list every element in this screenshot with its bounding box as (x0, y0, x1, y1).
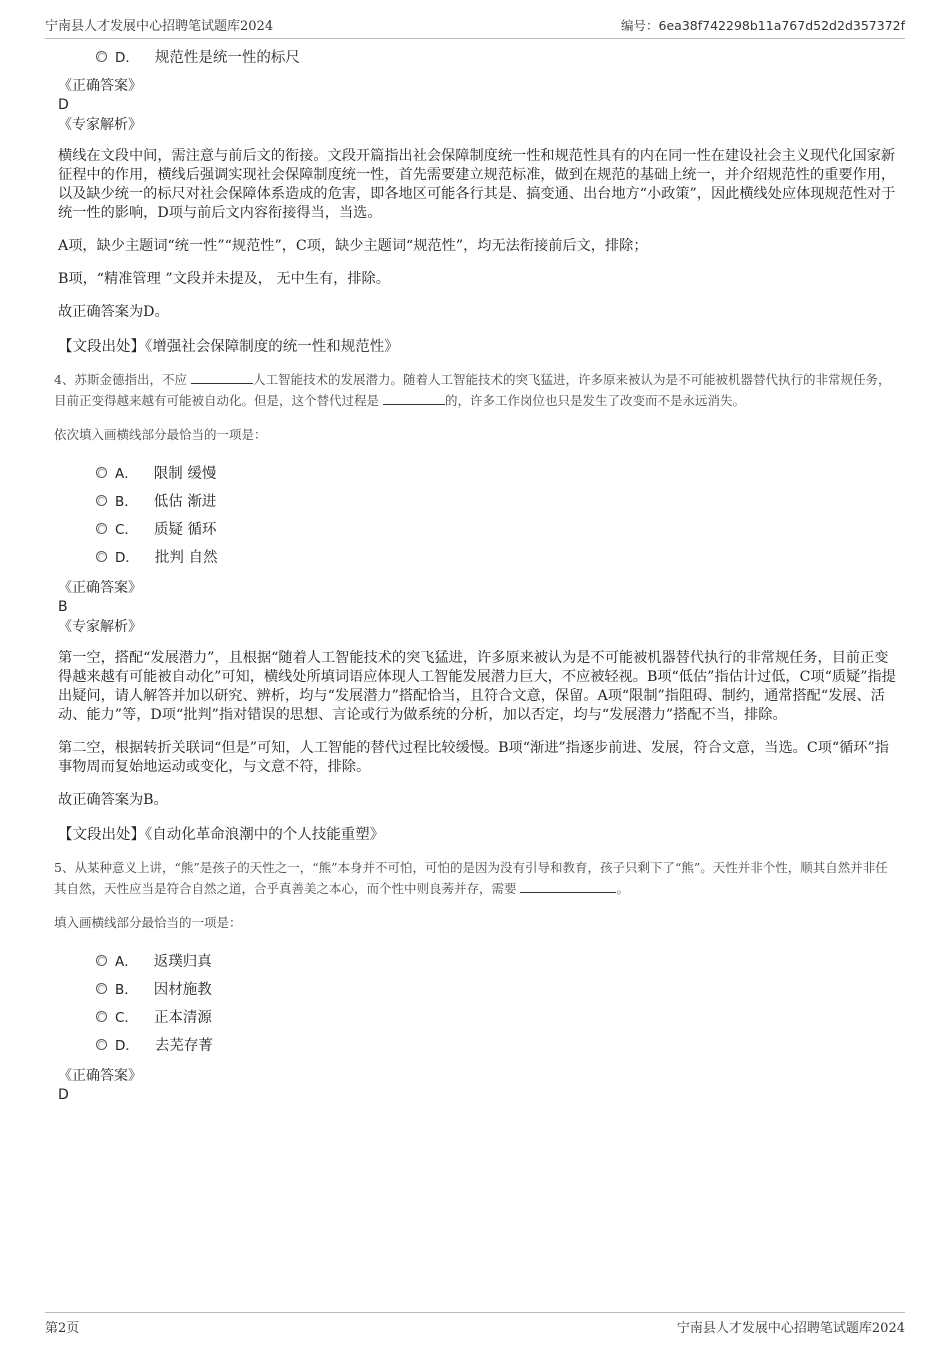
q4-option-a[interactable]: A． 限制 缓慢 (96, 458, 898, 486)
question-4-prompt: 依次填入画横线部分最恰当的一项是： (54, 427, 267, 442)
answer-label: 《正确答案》 (58, 1068, 142, 1084)
page-number: 第2页 (45, 1320, 80, 1336)
analysis-label: 《专家解析》 (58, 117, 142, 133)
source-citation: 【文段出处】《增强社会保障制度的统一性和规范性》 (58, 339, 399, 355)
radio-icon[interactable] (96, 495, 107, 506)
analysis-paragraph: 第二空，根据转折关联词“但是”可知，人工智能的替代过程比较缓慢。B项“渐进”指逐步前进、发展，符合文意，当选。C项“循环”指事物周而复始地运动或变化，与文意不符，排除。 (58, 740, 889, 775)
q3-option-d[interactable]: D． 规范性是统一性的标尺 (96, 42, 898, 70)
page-content (54, 40, 898, 1105)
question-5-text: 5、从某种意义上讲，“熊”是孩子的天性之一，“熊”本身并不可怕，可怕的是因为没有引导和教育，孩子只剩下了“熊”。天性并非个性，顺其自然并非任其自然，天性应当是符合自然之道，合乎真善美之本心，而个性中则良莠并存，需要 。 (54, 860, 888, 896)
q4-option-d[interactable]: D． 批判 自然 (96, 542, 898, 570)
fill-blank (191, 371, 253, 384)
radio-icon[interactable] (96, 523, 107, 534)
page-footer (45, 1312, 905, 1337)
q5-option-b[interactable]: B． 因材施教 (96, 974, 898, 1002)
page-header (45, 14, 905, 39)
question-5-prompt: 填入画横线部分最恰当的一项是： (54, 915, 242, 930)
answer-label: 《正确答案》 (58, 580, 142, 596)
conclusion: 故正确答案为D。 (58, 304, 169, 320)
analysis-paragraph: A项，缺少主题词“统一性”“规范性”，C项，缺少主题词“规范性”，均无法衔接前后文，排除； (58, 238, 648, 254)
analysis-label: 《专家解析》 (58, 619, 142, 635)
radio-icon[interactable] (96, 467, 107, 478)
analysis-paragraph: 横线在文段中间，需注意与前后文的衔接。文段开篇指出社会保障制度统一性和规范性具有的内在同一性在建设社会主义现代化国家新征程中的作用，横线后强调实现社会保障制度统一性，首先需要建立规范标准，做到在规范的基础上统一，并介绍规范性的重要作用，以及缺少统一的标尺对社会保障体系造成的危害，即各地区可能各行其是、搞变通、出台地方“小政策”，因此横线处应体现规范性对于统一性的影响，D项与前后文内容衔接得当，当选。 (58, 148, 896, 221)
radio-icon[interactable] (96, 983, 107, 994)
fill-blank (520, 880, 616, 893)
footer-title: 宁南县人才发展中心招聘笔试题库2024 (676, 1320, 905, 1336)
q4-options (58, 458, 898, 570)
radio-icon[interactable] (96, 51, 107, 62)
header-title: 宁南县人才发展中心招聘笔试题库2024 (45, 19, 274, 34)
header-serial: 编号：6ea38f742298b11a767d52d2d357372f (621, 18, 905, 33)
source-citation: 【文段出处】《自动化革命浪潮中的个人技能重塑》 (58, 827, 385, 843)
answer-value: D (58, 1087, 69, 1103)
radio-icon[interactable] (96, 1011, 107, 1022)
q4-option-b[interactable]: B． 低估 渐进 (96, 486, 898, 514)
answer-value: B (58, 599, 68, 615)
q5-option-d[interactable]: D． 去芜存菁 (96, 1030, 898, 1058)
question-4-text: 4、苏斯金德指出，不应 人工智能技术的发展潜力。随着人工智能技术的突飞猛进，许多原来被认为是不可能被机器替代执行的非常规任务，目前正变得越来越有可能被自动化。但是，这个替代过程是 的，许多工作岗位也只是发生了改变而不是永远消失。 (54, 372, 891, 408)
radio-icon[interactable] (96, 1039, 107, 1050)
conclusion: 故正确答案为B。 (58, 792, 168, 808)
fill-blank (383, 392, 445, 405)
q5-option-a[interactable]: A． 返璞归真 (96, 946, 898, 974)
radio-icon[interactable] (96, 551, 107, 562)
analysis-paragraph: 第一空，搭配“发展潜力”，且根据“随着人工智能技术的突飞猛进，许多原来被认为是不可能被机器替代执行的非常规任务，目前正变得越来越有可能被自动化”可知，横线处所填词语应体现人工智能发展潜力巨大，不应被轻视。B项“低估”指估计过低，C项“质疑”指提出疑问，请人解答并加以研究、辨析，均与“发展潜力”搭配恰当，且符合文意，保留。A项“限制”指阻碍、制约，通常搭配“发展、活动、能力”等，D项“批判”指对错误的思想、言论或行为做系统的分析，加以否定，均与“发展潜力”搭配不当，排除。 (58, 650, 896, 723)
q4-option-c[interactable]: C． 质疑 循环 (96, 514, 898, 542)
q5-options (58, 946, 898, 1058)
answer-value: D (58, 97, 69, 113)
answer-label: 《正确答案》 (58, 78, 142, 94)
analysis-paragraph: B项，“精准管理 ”文段并未提及， 无中生有，排除。 (58, 271, 390, 287)
q5-option-c[interactable]: C． 正本清源 (96, 1002, 898, 1030)
radio-icon[interactable] (96, 955, 107, 966)
